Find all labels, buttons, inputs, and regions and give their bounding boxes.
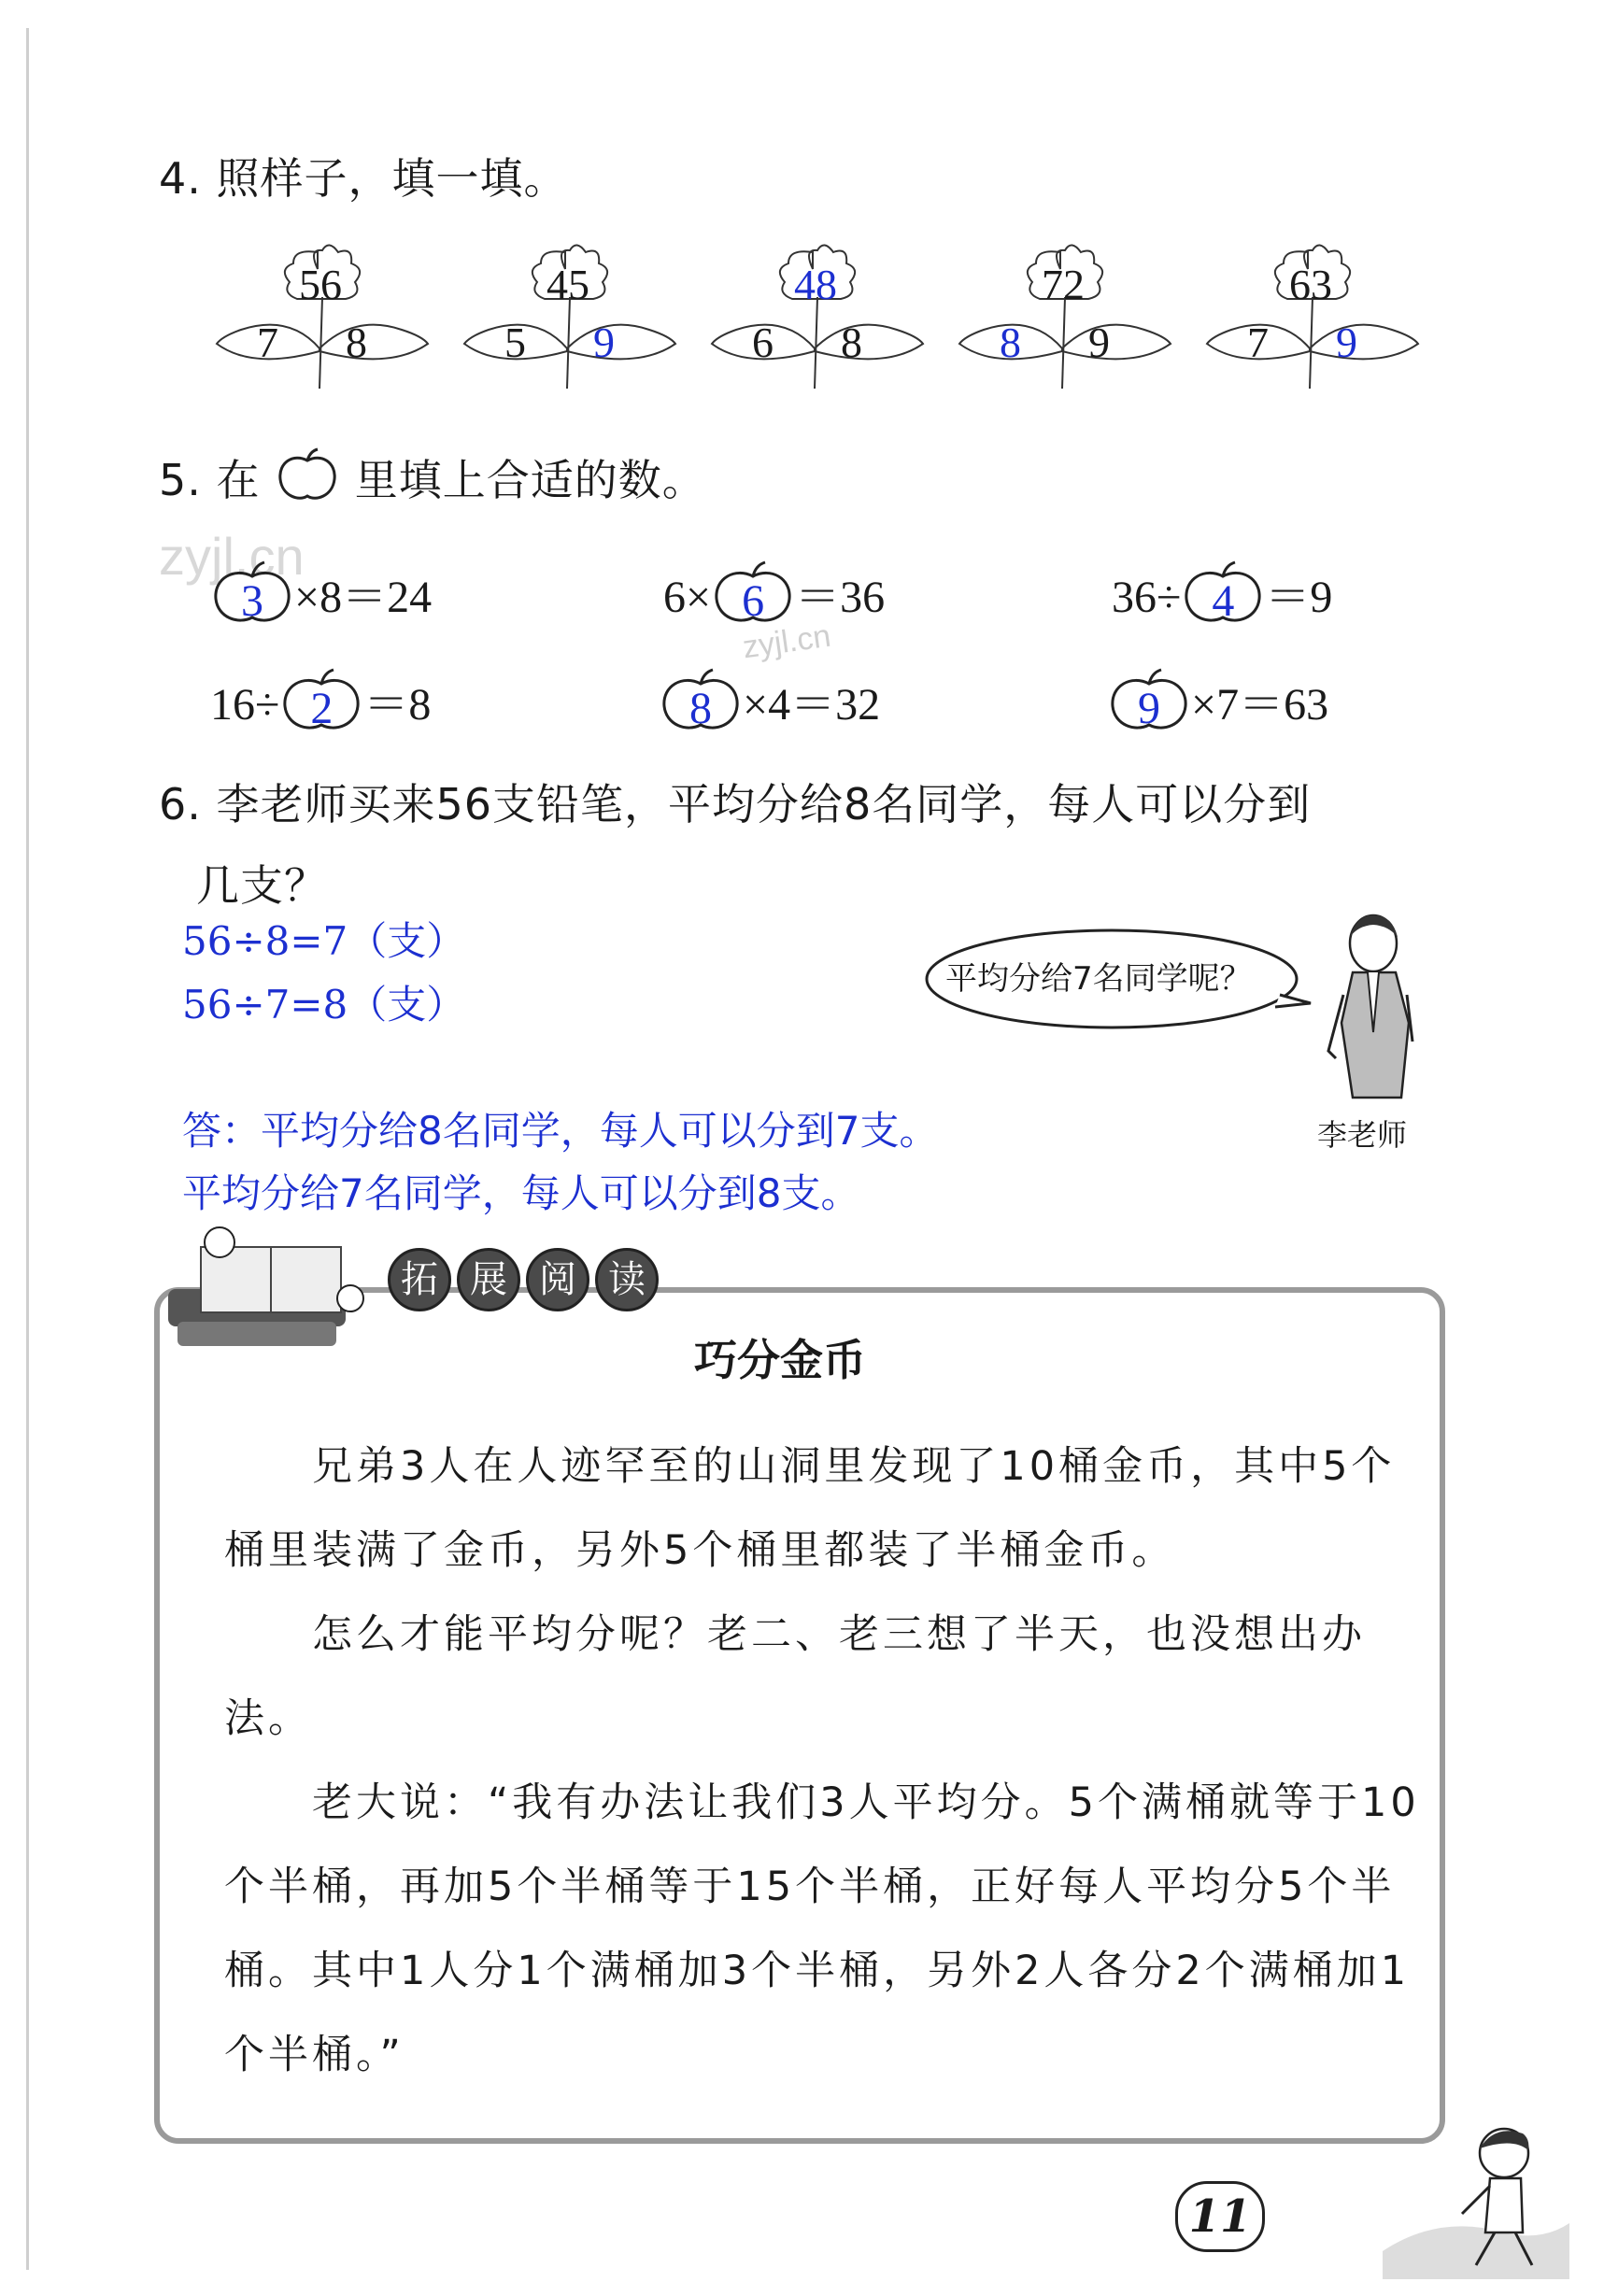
eq3 bbox=[1112, 560, 1332, 631]
reading-line: 桶里装满了金币，另外5个桶里都装了半桶金币。 bbox=[224, 1527, 1176, 1574]
eq6-rest: ×7＝63 bbox=[1191, 680, 1329, 730]
banner-char: 阅 bbox=[526, 1248, 589, 1311]
eq2-pre: 6× bbox=[663, 573, 712, 622]
answer-apple bbox=[210, 573, 294, 631]
eq3-pre: 36÷ bbox=[1112, 573, 1182, 622]
page-number bbox=[1175, 2181, 1265, 2252]
bubble-text: 平均分给7名同学呢？ bbox=[945, 960, 1252, 998]
eq6 bbox=[1107, 668, 1328, 738]
teacher-figure bbox=[1315, 911, 1427, 1107]
reading-decoration bbox=[149, 1214, 392, 1354]
flower-2 bbox=[462, 241, 677, 390]
flower-right: 8 bbox=[841, 319, 862, 366]
answer-apple bbox=[659, 680, 743, 738]
answer-line1[interactable]: 答：平均分给8名同学，每人可以分到7支。 bbox=[182, 1108, 939, 1154]
answer-apple bbox=[279, 680, 363, 738]
eq2 bbox=[663, 560, 885, 631]
flower-left: 7 bbox=[257, 319, 278, 366]
banner-char: 拓 bbox=[388, 1248, 451, 1311]
margin-line bbox=[26, 28, 29, 2270]
flower-right[interactable]: 9 bbox=[1336, 319, 1357, 366]
reading-line: 怎么才能平均分呢？老二、老三想了半天，也没想出办 bbox=[224, 1611, 1366, 1658]
flower-top[interactable]: 48 bbox=[794, 261, 837, 308]
answer-apple bbox=[1107, 680, 1191, 738]
reading-banner bbox=[388, 1248, 659, 1311]
eq5-rest: ×4＝32 bbox=[743, 680, 881, 730]
flower-top: 45 bbox=[546, 261, 589, 308]
flower-4 bbox=[958, 241, 1172, 390]
eq1-answer[interactable]: 3 bbox=[241, 575, 263, 626]
q6-work2[interactable]: 56÷7=8（支） bbox=[182, 982, 466, 1028]
reading-line: 老大说：“我有办法让我们3人平均分。5个满桶就等于10 bbox=[224, 1779, 1420, 1826]
flower-left[interactable]: 8 bbox=[1000, 319, 1021, 366]
banner-char: 读 bbox=[595, 1248, 659, 1311]
reading-title: 巧分金币 bbox=[694, 1335, 866, 1385]
eq3-answer[interactable]: 4 bbox=[1212, 575, 1235, 626]
flower-top: 72 bbox=[1042, 261, 1085, 308]
eq4-pre: 16÷ bbox=[210, 680, 280, 730]
eq1-rest: ×8＝24 bbox=[294, 573, 433, 622]
q5-prefix: 5. 在 bbox=[159, 455, 261, 505]
apple-icon bbox=[275, 461, 340, 507]
eq4-answer[interactable]: 2 bbox=[310, 683, 334, 733]
reading-line: 个半桶。” bbox=[224, 2032, 405, 2078]
flower-1 bbox=[215, 241, 430, 390]
flower-right: 8 bbox=[346, 319, 367, 366]
running-boy-decoration bbox=[1383, 2111, 1569, 2279]
page-number-text: 11 bbox=[1188, 2190, 1252, 2243]
banner-char: 展 bbox=[457, 1248, 520, 1311]
eq4 bbox=[210, 668, 431, 738]
q6-work1[interactable]: 56÷8=7（支） bbox=[182, 918, 466, 964]
answer-line2[interactable]: 平均分给7名同学，每人可以分到8支。 bbox=[182, 1170, 860, 1216]
q5-suffix: 里填上合适的数。 bbox=[354, 455, 706, 505]
q6-line2: 几支？ bbox=[196, 860, 328, 911]
eq1 bbox=[210, 560, 432, 631]
reading-line: 法。 bbox=[224, 1695, 312, 1742]
eq6-answer[interactable]: 9 bbox=[1138, 683, 1160, 733]
q5-title bbox=[159, 446, 706, 508]
q6-line1: 6. 李老师买来56支铅笔，平均分给8名同学，每人可以分到 bbox=[159, 779, 1312, 829]
flower-3 bbox=[710, 241, 925, 390]
answer-apple bbox=[1181, 573, 1265, 631]
eq5 bbox=[659, 668, 880, 738]
reading-line: 兄弟3人在人迹罕至的山洞里发现了10桶金币，其中5个 bbox=[224, 1443, 1396, 1490]
flower-right: 9 bbox=[1088, 319, 1110, 366]
flower-right[interactable]: 9 bbox=[593, 319, 615, 366]
watermark-a: zyjl.cn bbox=[159, 527, 305, 586]
flower-left: 7 bbox=[1247, 319, 1269, 366]
reading-line: 个半桶，再加5个半桶等于15个半桶，正好每人平均分5个半 bbox=[224, 1864, 1396, 1910]
watermark-b: zyjl.cn bbox=[740, 617, 833, 666]
eq4-rest: ＝8 bbox=[363, 680, 432, 730]
flower-left: 5 bbox=[504, 319, 526, 366]
teacher-label: 李老师 bbox=[1317, 1117, 1408, 1153]
flower-top: 63 bbox=[1289, 261, 1332, 308]
flower-top: 56 bbox=[299, 261, 342, 308]
q4-title: 4. 照样子，填一填。 bbox=[159, 153, 568, 204]
answer-apple bbox=[711, 573, 795, 631]
eq2-rest: ＝36 bbox=[795, 573, 886, 622]
eq2-answer[interactable]: 6 bbox=[742, 575, 765, 626]
eq5-answer[interactable]: 8 bbox=[689, 683, 712, 733]
flower-left: 6 bbox=[752, 319, 774, 366]
eq3-rest: ＝9 bbox=[1265, 573, 1333, 622]
reading-line: 桶。其中1人分1个满桶加3个半桶，另外2人各分2个满桶加1 bbox=[224, 1948, 1411, 1994]
flower-5 bbox=[1205, 241, 1420, 390]
